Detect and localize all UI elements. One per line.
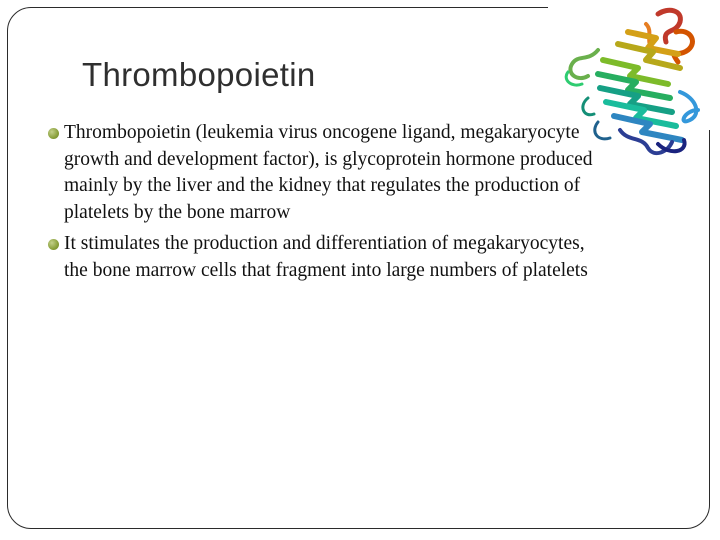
protein-structure-image	[558, 2, 710, 164]
bullet-text-1: Thrombopoietin (leukemia virus oncogene ligand, megakaryocyte growth and development factor), is glycoprotein hormone produced mainly by the liver and the kidney that regulates the production of platelets by the bone marrow	[64, 122, 593, 223]
bullet-item-2	[48, 231, 608, 284]
slide-title: Thrombopoietin	[82, 56, 316, 93]
bullet-text-2: It stimulates the production and differentiation of megakaryocytes, the bone marrow cells that fragment into large numbers of platelets	[64, 233, 588, 281]
bullet-dot-icon	[48, 239, 59, 250]
bullet-dot-icon	[48, 128, 59, 139]
bullet-list	[48, 120, 608, 289]
bullet-item-1	[48, 120, 608, 226]
